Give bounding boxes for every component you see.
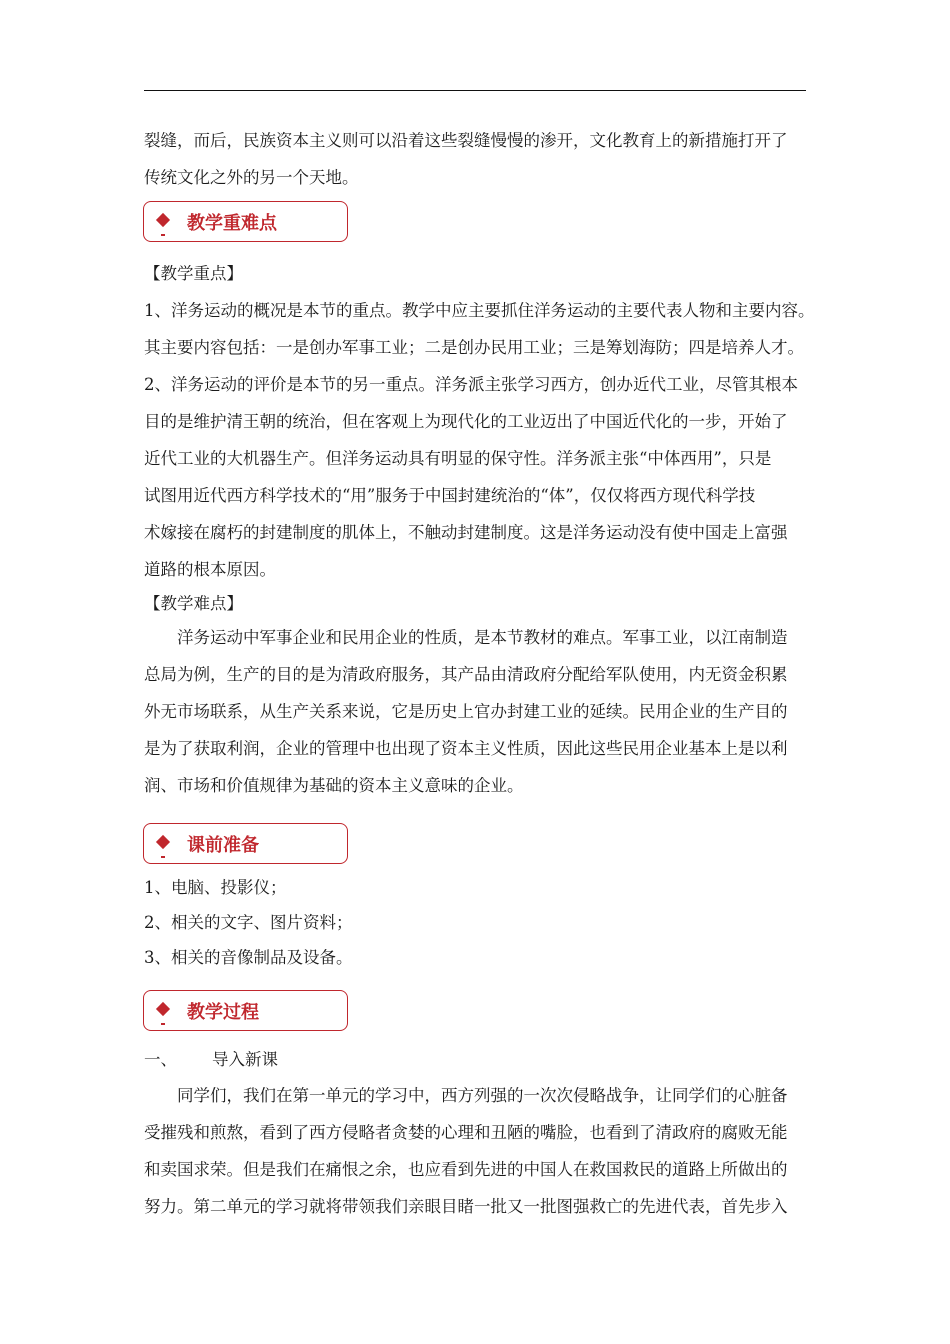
section-heading-text: 教学过程 [187,1002,259,1023]
step-number: 一、 [144,1050,177,1069]
text-line: 外无市场联系，从生产关系来说，它是历史上官办封建工业的延续。民用企业的生产目的 [144,702,788,721]
step-title: 导入新课 [212,1050,278,1069]
heading-tick-mark [161,1023,165,1025]
diamond-bullet-icon [156,835,170,849]
heading-tick-mark [161,234,165,236]
list-item: 1、电脑、投影仪； [144,878,287,897]
text-line: 道路的根本原因。 [144,560,276,579]
focus-block [144,255,815,588]
text-line: 总局为例，生产的目的是为清政府服务，其产品由清政府分配给军队使用，内无资金积累 [144,665,788,684]
list-item: 3、相关的音像制品及设备。 [144,948,353,967]
section-heading-process [143,990,348,1031]
process-paragraph [144,1077,808,1225]
text-line: 其主要内容包括：一是创办军事工业；二是创办民用工业；三是筹划海防；四是培养人才。 [144,338,804,357]
diamond-bullet-icon [156,1002,170,1016]
heading-tick-mark [161,856,165,858]
intro-paragraph [144,122,808,196]
section-heading-text: 教学重难点 [187,213,277,234]
difficulty-label: 【教学难点】 [144,594,243,613]
text-line: 裂缝，而后，民族资本主义则可以沿着这些裂缝慢慢的渗开，文化教育上的新措施打开了 [144,131,788,150]
text-line: 术嫁接在腐朽的封建制度的肌体上，不触动封建制度。这是洋务运动没有使中国走上富强 [144,523,788,542]
text-line: 洋务运动中军事企业和民用企业的性质，是本节教材的难点。军事工业，以江南制造 [177,628,788,647]
text-line: 1、洋务运动的概况是本节的重点。教学中应主要抓住洋务运动的主要代表人物和主要内容。 [144,301,815,320]
text-line: 努力。第二单元的学习就将带领我们亲眼目睹一批又一批图强救亡的先进代表，首先步入 [144,1197,788,1216]
text-line: 传统文化之外的另一个天地。 [144,168,359,187]
text-line: 试图用近代西方科学技术的“用”服务于中国封建统治的“体”，仅仅将西方现代科学技 [144,486,756,505]
difficulty-label-block [144,588,808,619]
text-line: 同学们，我们在第一单元的学习中，西方列强的一次次侵略战争，让同学们的心脏备 [177,1086,788,1105]
text-line: 目的是维护清王朝的统治，但在客观上为现代化的工业迈出了中国近代化的一步，开始了 [144,412,788,431]
text-line: 润、市场和价值规律为基础的资本主义意味的企业。 [144,776,524,795]
header-rule [144,90,806,91]
step-heading [144,1041,278,1078]
list-item: 2、相关的文字、图片资料； [144,913,353,932]
section-heading-text: 课前准备 [187,835,259,856]
text-line: 近代工业的大机器生产。但洋务运动具有明显的保守性。洋务派主张“中体西用”，只是 [144,449,772,468]
text-line: 受摧残和煎熬，看到了西方侵略者贪婪的心理和丑陋的嘴脸，也看到了清政府的腐败无能 [144,1123,788,1142]
difficulty-paragraph [144,619,808,804]
text-line: 2、洋务运动的评价是本节的另一重点。洋务派主张学习西方，创办近代工业，尽管其根本 [144,375,798,394]
preparation-list [144,870,808,975]
section-heading-preparation [143,823,348,864]
focus-label: 【教学重点】 [144,264,243,283]
section-heading-key-points [143,201,348,242]
text-line: 是为了获取利润，企业的管理中也出现了资本主义性质，因此这些民用企业基本上是以利 [144,739,788,758]
diamond-bullet-icon [156,213,170,227]
text-line: 和卖国求荣。但是我们在痛恨之余，也应看到先进的中国人在救国救民的道路上所做出的 [144,1160,788,1179]
